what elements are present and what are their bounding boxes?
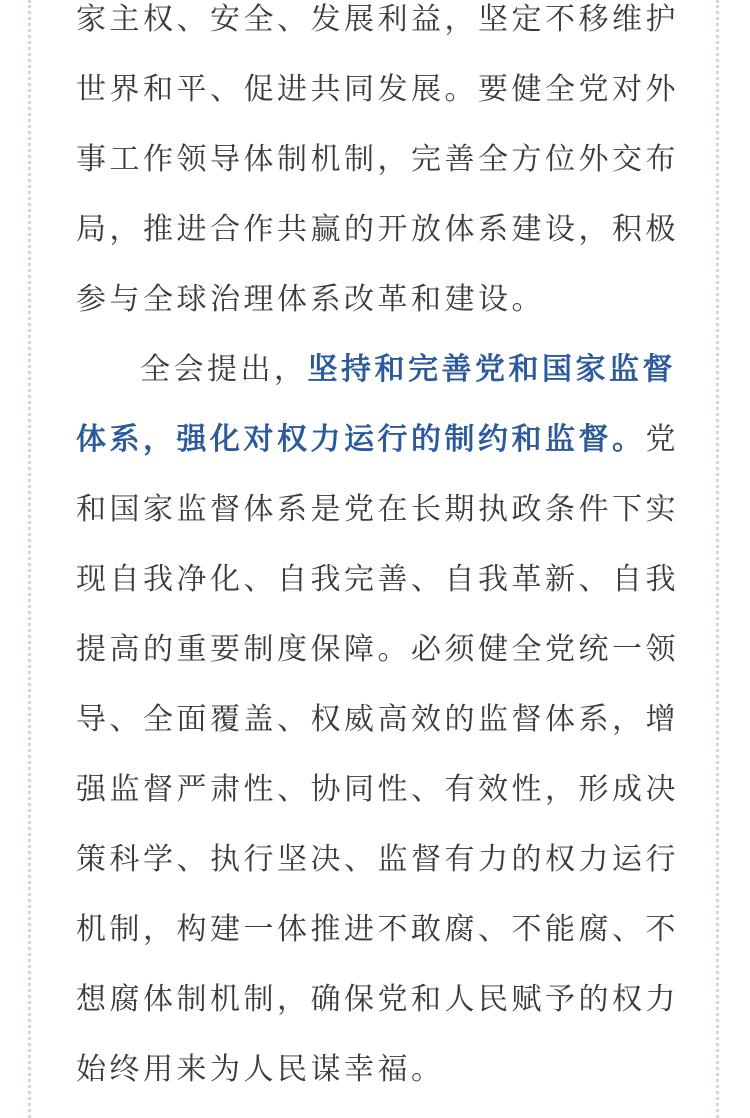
paragraph-line: 参与全球治理体系改革和建设。 [76, 282, 545, 317]
right-dotted-border [716, 0, 719, 1118]
paragraph-line: 策科学、执行坚决、监督有力的权力运行 [76, 842, 679, 877]
paragraph-first-line [76, 350, 676, 390]
paragraph-line: 局，推进合作共赢的开放体系建设，积极 [76, 212, 679, 247]
plain-text: 全会提出， [140, 352, 308, 387]
paragraph-line: 事工作领导体制机制，完善全方位外交布 [76, 142, 679, 177]
highlighted-text: 坚持和完善党和国家监督 [307, 352, 676, 387]
paragraph-line: 强监督严肃性、协同性、有效性，形成决 [76, 772, 679, 807]
highlighted-text: 体系，强化对权力运行的制约和监督。 [76, 422, 646, 457]
paragraph-line: 提高的重要制度保障。必须健全党统一领 [76, 632, 679, 667]
left-dotted-border [28, 0, 31, 1118]
paragraph-line: 现自我净化、自我完善、自我革新、自我 [76, 562, 679, 597]
paragraph-line: 导、全面覆盖、权威高效的监督体系，增 [76, 702, 679, 737]
paragraph-line: 始终用来为人民谋幸福。 [76, 1052, 445, 1087]
plain-text: 党 [645, 422, 679, 457]
paragraph-line: 家主权、安全、发展利益，坚定不移维护 [76, 2, 679, 37]
paragraph-line: 世界和平、促进共同发展。要健全党对外 [76, 72, 679, 107]
paragraph-line: 想腐体制机制，确保党和人民赋予的权力 [76, 982, 679, 1017]
paragraph-line: 机制，构建一体推进不敢腐、不能腐、不 [76, 912, 679, 947]
paragraph-line: 和国家监督体系是党在长期执政条件下实 [76, 492, 679, 527]
paragraph-line [76, 420, 679, 460]
